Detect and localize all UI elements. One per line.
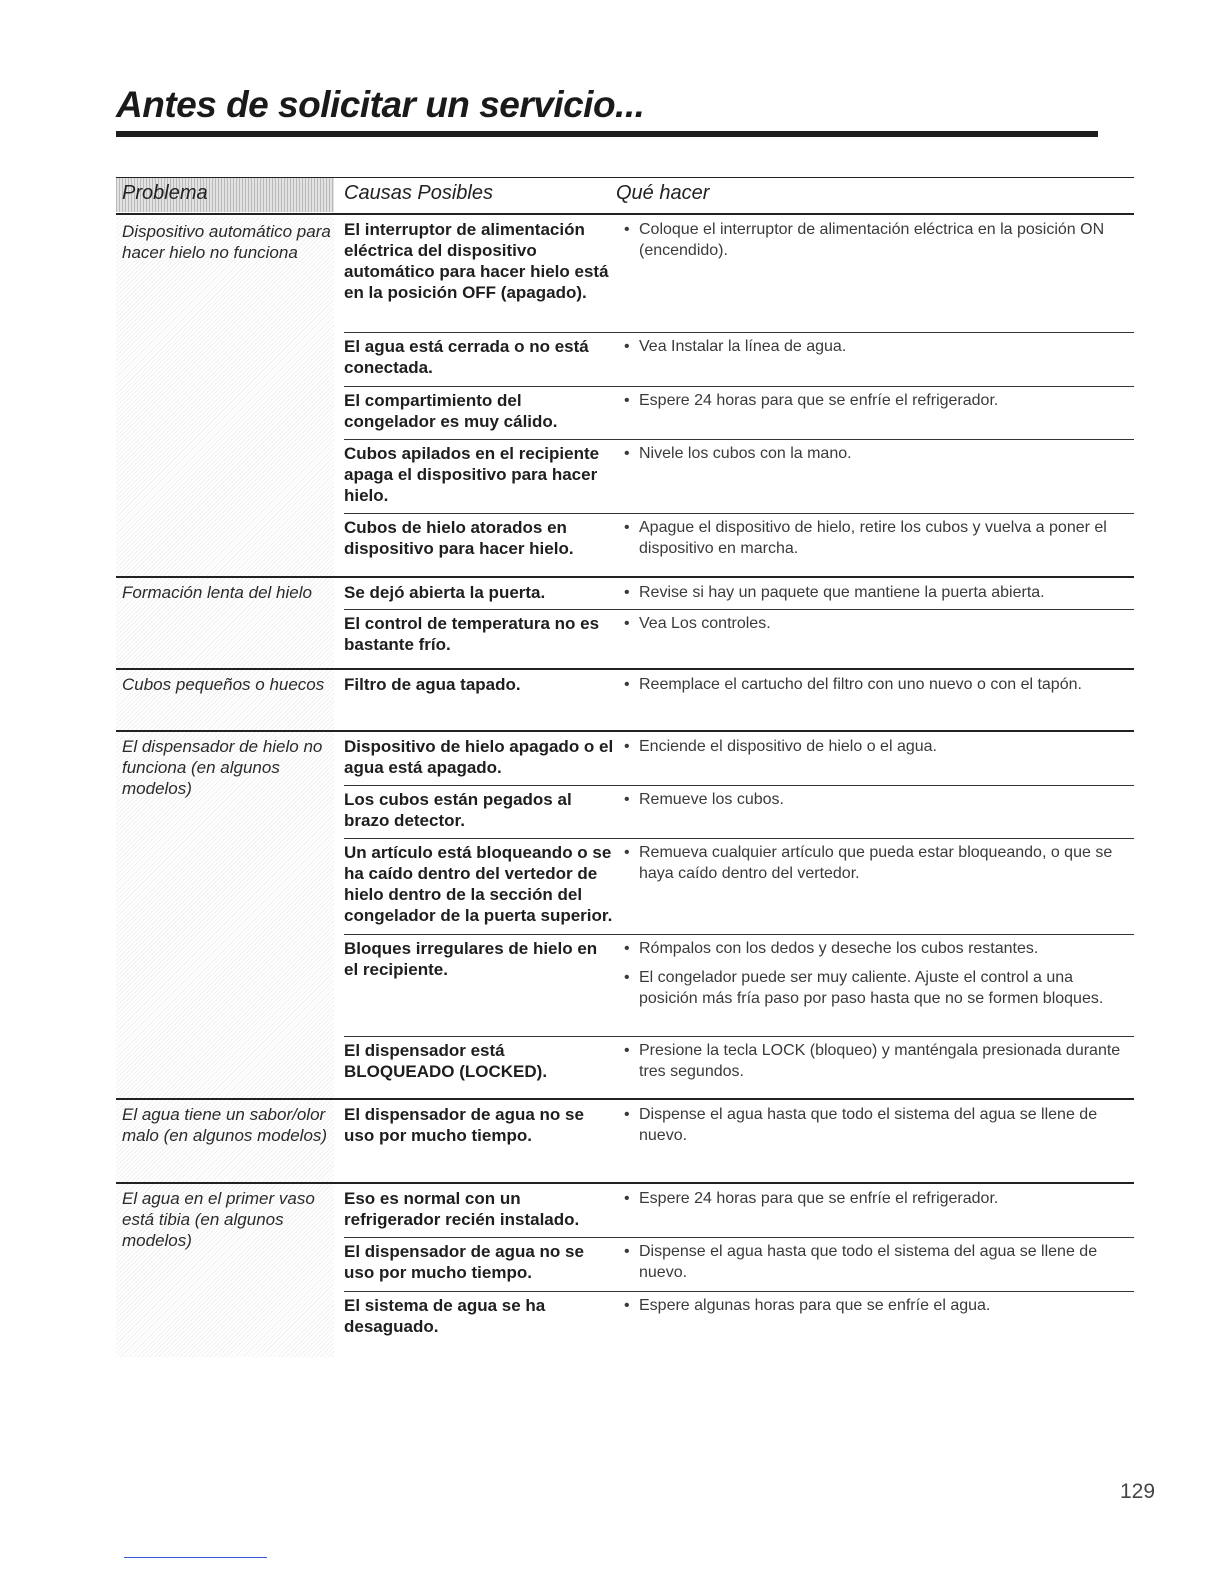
todo-item (624, 938, 1129, 959)
todo-item (624, 842, 1129, 884)
title-rule (116, 131, 1098, 137)
todo-text: Dispense el agua hasta que todo el sistema del agua se llene de nuevo. (639, 1106, 1098, 1144)
row-rule (344, 439, 1134, 440)
bullet: • (624, 1042, 630, 1059)
row-rule (344, 386, 1134, 387)
causes-header: Causas Posibles (344, 182, 493, 204)
todo-item (624, 967, 1129, 1009)
todo-item (624, 443, 1129, 464)
todo-item (624, 390, 1129, 411)
problem-label: Dispositivo automático para hacer hielo no funciona (122, 222, 331, 262)
todo-list (624, 842, 1129, 892)
table-row (344, 670, 1134, 730)
cause-text: El dispensador está BLOQUEADO (LOCKED). (344, 1041, 548, 1081)
todo-text: Nivele los cubos con la mano. (639, 445, 852, 462)
table-row (344, 513, 1134, 576)
todo-item (624, 674, 1129, 695)
problem-label: Cubos pequeños o huecos (122, 675, 325, 694)
bullet: • (624, 1190, 630, 1207)
todo-list (624, 1104, 1129, 1154)
todo-list (624, 517, 1129, 567)
todo-text: Remueve los cubos. (639, 791, 784, 808)
todo-item (624, 1104, 1129, 1146)
cause-text: Un artículo está bloqueando o se ha caído dentro del vertedor de hielo dentro de la sección del congelador de la puerta superior. (344, 843, 613, 925)
todo-list (624, 736, 1129, 765)
page-number: 129 (1120, 1480, 1156, 1503)
problem-group (116, 730, 1134, 1098)
problem-cell (116, 578, 334, 668)
todo-list (624, 336, 1129, 365)
problem-label: El agua en el primer vaso está tibia (en algunos modelos) (122, 1189, 315, 1250)
table-row (344, 439, 1134, 513)
todo-header: Qué hacer (616, 182, 710, 204)
cause-text: El dispensador de agua no se uso por mucho tiempo. (344, 1242, 584, 1282)
todo-text: Enciende el dispositivo de hielo o el agua. (639, 738, 937, 755)
bullet: • (624, 738, 630, 755)
todo-item (624, 582, 1129, 603)
cause-text: El compartimiento del congelador es muy cálido. (344, 391, 558, 431)
row-rule (344, 934, 1134, 935)
todo-text: Dispense el agua hasta que todo el sistema del agua se llene de nuevo. (639, 1243, 1098, 1281)
todo-list (624, 1295, 1129, 1324)
problem-cell (116, 1184, 334, 1357)
table-row (344, 838, 1134, 934)
problem-cell (116, 217, 334, 576)
bullet: • (624, 676, 630, 693)
table-row (344, 609, 1134, 668)
todo-text: Espere algunas horas para que se enfríe el agua. (639, 1297, 991, 1314)
page-title: Antes de solicitar un servicio... (116, 84, 645, 125)
problem-group (116, 215, 1134, 576)
problem-cell (116, 1100, 334, 1182)
row-rule (344, 838, 1134, 839)
row-rule (344, 609, 1134, 610)
problem-cell (116, 670, 334, 730)
problem-header: Problema (122, 182, 208, 204)
bullet: • (624, 844, 630, 861)
todo-text: Apague el dispositivo de hielo, retire los cubos y vuelva a poner el dispositivo en marcha. (639, 519, 1107, 557)
problem-group (116, 576, 1134, 668)
todo-item (624, 1241, 1129, 1283)
cause-text: El dispensador de agua no se uso por mucho tiempo. (344, 1105, 584, 1145)
bullet: • (624, 221, 630, 238)
todo-text: Vea Instalar la línea de agua. (639, 338, 847, 355)
problem-group (116, 1098, 1134, 1182)
todo-item (624, 736, 1129, 757)
problem-cell (116, 732, 334, 1098)
row-rule (344, 1291, 1134, 1292)
row-rule (344, 785, 1134, 786)
todo-list (624, 674, 1129, 703)
row-rule (344, 1237, 1134, 1238)
table-row (344, 1291, 1134, 1357)
bullet: • (624, 969, 630, 986)
table-row (344, 732, 1134, 785)
bullet: • (624, 1243, 630, 1260)
todo-text: Espere 24 horas para que se enfríe el refrigerador. (639, 392, 999, 409)
bullet: • (624, 791, 630, 808)
todo-text: Espere 24 horas para que se enfríe el refrigerador. (639, 1190, 999, 1207)
problem-label: El agua tiene un sabor/olor malo (en algunos modelos) (122, 1105, 328, 1145)
todo-text: Presione la tecla LOCK (bloqueo) y manténgala presionada durante tres segundos. (639, 1042, 1121, 1080)
row-rule (344, 1036, 1134, 1037)
bullet: • (624, 1297, 630, 1314)
todo-text: El congelador puede ser muy caliente. Ajuste el control a una posición más fría paso por paso hasta que no se formen bloques. (639, 969, 1104, 1007)
todo-item (624, 613, 1129, 634)
footer-link-underline (124, 1557, 267, 1558)
bullet: • (624, 584, 630, 601)
problem-group (116, 668, 1134, 730)
todo-list (624, 1241, 1129, 1291)
cause-text: Eso es normal con un refrigerador recién instalado. (344, 1189, 580, 1229)
cause-text: Cubos de hielo atorados en dispositivo para hacer hielo. (344, 518, 574, 558)
bullet: • (624, 445, 630, 462)
todo-text: Revise si hay un paquete que mantiene la puerta abierta. (639, 584, 1045, 601)
bullet: • (624, 392, 630, 409)
todo-list (624, 789, 1129, 818)
bullet: • (624, 1106, 630, 1123)
cause-text: El agua está cerrada o no está conectada. (344, 337, 589, 377)
todo-item (624, 1295, 1129, 1316)
table-row (344, 1237, 1134, 1291)
cause-text: Dispositivo de hielo apagado o el agua está apagado. (344, 737, 614, 777)
todo-item (624, 1188, 1129, 1209)
table-row (344, 1036, 1134, 1098)
bullet: • (624, 338, 630, 355)
cause-text: El interruptor de alimentación eléctrica del dispositivo automático para hacer hielo está en la posición OFF (apagado). (344, 220, 609, 302)
table-row (344, 386, 1134, 439)
table-row (344, 785, 1134, 838)
cause-text: Se dejó abierta la puerta. (344, 583, 546, 602)
table-row (344, 578, 1134, 609)
table-row (344, 1184, 1134, 1237)
todo-list (624, 938, 1129, 1017)
problem-group (116, 1182, 1134, 1357)
problem-label: El dispensador de hielo no funciona (en algunos modelos) (122, 737, 323, 798)
table-row (344, 215, 1134, 332)
todo-list (624, 582, 1129, 611)
todo-text: Rómpalos con los dedos y deseche los cubos restantes. (639, 940, 1039, 957)
todo-text: Remueva cualquier artículo que pueda estar bloqueando, o que se haya caído dentro del vertedor. (639, 844, 1113, 882)
cause-text: Cubos apilados en el recipiente apaga el dispositivo para hacer hielo. (344, 444, 600, 505)
problem-label: Formación lenta del hielo (122, 583, 312, 602)
todo-text: Coloque el interruptor de alimentación eléctrica en la posición ON (encendido). (639, 221, 1105, 259)
bullet: • (624, 940, 630, 957)
cause-text: Filtro de agua tapado. (344, 675, 521, 694)
todo-list (624, 443, 1129, 472)
todo-item (624, 219, 1129, 261)
todo-item (624, 1040, 1129, 1082)
todo-item (624, 336, 1129, 357)
cause-text: Bloques irregulares de hielo en el recipiente. (344, 939, 598, 979)
cause-text: El control de temperatura no es bastante frío. (344, 614, 600, 654)
table-row (344, 332, 1134, 386)
table-row (344, 934, 1134, 1036)
todo-list (624, 1040, 1129, 1090)
row-rule (344, 332, 1134, 333)
todo-text: Vea Los controles. (639, 615, 771, 632)
todo-list (624, 390, 1129, 419)
table-row (344, 1100, 1134, 1182)
cause-text: El sistema de agua se ha desaguado. (344, 1296, 546, 1336)
todo-item (624, 517, 1129, 559)
todo-list (624, 1188, 1129, 1217)
todo-list (624, 613, 1129, 642)
row-rule (344, 513, 1134, 514)
todo-text: Reemplace el cartucho del filtro con uno nuevo o con el tapón. (639, 676, 1082, 693)
todo-item (624, 789, 1129, 810)
todo-list (624, 219, 1129, 269)
cause-text: Los cubos están pegados al brazo detector. (344, 790, 572, 830)
bullet: • (624, 615, 630, 632)
bullet: • (624, 519, 630, 536)
